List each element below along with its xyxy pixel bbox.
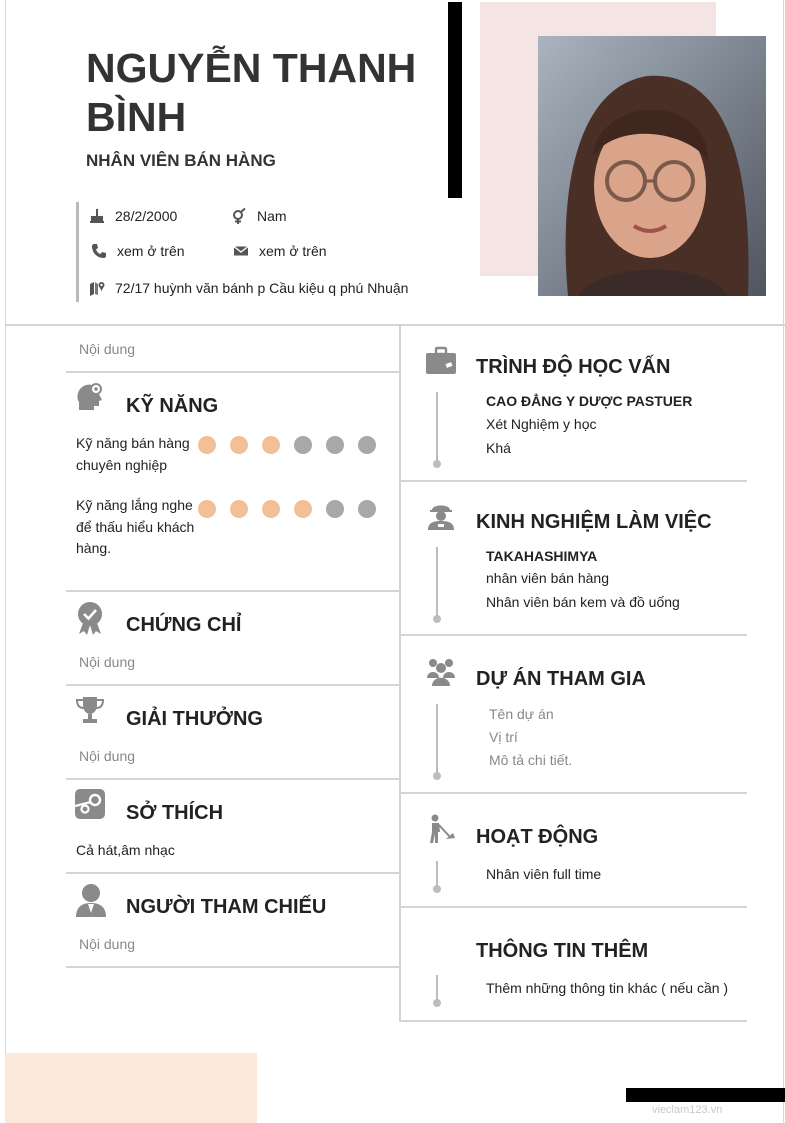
sweeping-person-icon [426, 814, 456, 844]
profile-photo [538, 36, 766, 296]
gender-row [231, 208, 287, 224]
skill-2-name: Kỹ năng lắng nghe để thấu hiểu khách hàng. [76, 497, 195, 556]
candidate-name: NGUYỄN THANH BÌNH [86, 45, 417, 140]
experience-title: KINH NGHIỆM LÀM VIỆC [476, 511, 712, 533]
address-row [89, 280, 408, 296]
left-divider-1 [66, 371, 399, 373]
peach-decor-block [5, 1053, 257, 1123]
right-divider-4 [401, 906, 747, 908]
experience-timeline [436, 547, 438, 619]
rating-dot-empty [294, 436, 312, 454]
skills-title: KỸ NĂNG [126, 395, 219, 417]
education-major: Xét Nghiệm y học [486, 416, 597, 432]
right-divider-2 [401, 634, 747, 636]
skill-1-rating [198, 436, 376, 454]
activities-title: HOẠT ĐỘNG [476, 826, 599, 848]
experience-desc: Nhân viên bán kem và đồ uống [486, 594, 680, 610]
email-value: xem ở trên [259, 243, 327, 259]
address-value: 72/17 huỳnh văn bánh p Cầu kiệu q phú Nhuận [115, 280, 409, 296]
watermark: vieclam123.vn [652, 1104, 723, 1116]
awards-content: Nội dung [79, 748, 136, 764]
skill-1-name: Kỹ năng bán hàng chuyên nghiệp [76, 435, 190, 473]
gender-icon [231, 208, 247, 224]
cake-icon [89, 208, 105, 224]
phone-value: xem ở trên [117, 243, 185, 259]
education-title: TRÌNH ĐỘ HỌC VẤN [476, 356, 671, 378]
envelope-icon [233, 243, 249, 259]
skill-2-rating [198, 500, 376, 518]
person-icon [75, 883, 105, 913]
experience-company: TAKAHASHIMYA [486, 548, 598, 564]
bottom-black-bar [626, 1088, 785, 1102]
projects-title: DỰ ÁN THAM GIA [476, 668, 646, 690]
rating-dot-filled [230, 436, 248, 454]
education-school: CAO ĐẲNG Y DƯỢC PASTUER [486, 393, 693, 409]
left-divider-2 [66, 590, 399, 592]
rating-dot-filled [198, 436, 216, 454]
left-divider-5 [66, 872, 399, 874]
certificates-title: CHỨNG CHỈ [126, 614, 242, 636]
phone-row [91, 243, 185, 259]
rating-dot-filled [198, 500, 216, 518]
rating-dot-filled [262, 500, 280, 518]
briefcase-icon [426, 346, 456, 376]
rating-dot-filled [230, 500, 248, 518]
rating-dot-empty [326, 500, 344, 518]
worker-icon [426, 501, 456, 531]
email-row [233, 243, 327, 259]
hobbies-content: Cả hát,âm nhạc [76, 842, 175, 858]
trophy-icon [75, 695, 105, 725]
birthday-value: 28/2/2000 [115, 208, 178, 224]
right-divider-3 [401, 792, 747, 794]
education-grade: Khá [486, 440, 511, 456]
black-decor-bar [448, 2, 462, 198]
brain-icon [75, 382, 105, 412]
left-divider-4 [66, 778, 399, 780]
header-divider [5, 324, 785, 326]
map-pin-icon [89, 280, 105, 296]
projects-timeline [436, 704, 438, 776]
project-name: Tên dự án [489, 706, 554, 722]
certificate-icon [75, 601, 105, 631]
additional-content: Thêm những thông tin khác ( nếu cần ) [486, 980, 729, 996]
rating-dot-empty [358, 436, 376, 454]
rating-dot-filled [262, 436, 280, 454]
additional-timeline [436, 975, 438, 1003]
right-divider-1 [401, 480, 747, 482]
rating-dot-filled [294, 500, 312, 518]
contact-divider [76, 202, 79, 302]
experience-role: nhân viên bán hàng [486, 570, 609, 586]
references-title: NGƯỜI THAM CHIẾU [126, 896, 327, 918]
gender-value: Nam [257, 208, 287, 224]
awards-title: GIẢI THƯỞNG [126, 708, 263, 730]
left-divider-6 [66, 966, 399, 968]
phone-icon [91, 243, 107, 259]
right-divider-5 [401, 1020, 747, 1022]
activities-content: Nhân viên full time [486, 866, 602, 882]
steam-icon [75, 789, 105, 819]
team-icon [426, 656, 456, 686]
activities-timeline [436, 861, 438, 889]
additional-title: THÔNG TIN THÊM [476, 940, 649, 962]
birthday-row [89, 208, 177, 224]
rating-dot-empty [358, 500, 376, 518]
hobbies-title: SỞ THÍCH [126, 802, 224, 824]
education-timeline [436, 392, 438, 464]
left-divider-3 [66, 684, 399, 686]
job-position: NHÂN VIÊN BÁN HÀNG [86, 151, 276, 170]
top-placeholder: Nội dung [79, 341, 136, 357]
references-content: Nội dung [79, 936, 136, 952]
rating-dot-empty [326, 436, 344, 454]
column-divider [399, 326, 401, 1022]
project-role: Vị trí [489, 729, 518, 745]
project-desc: Mô tả chi tiết. [489, 752, 573, 768]
certificates-content: Nội dung [79, 654, 136, 670]
